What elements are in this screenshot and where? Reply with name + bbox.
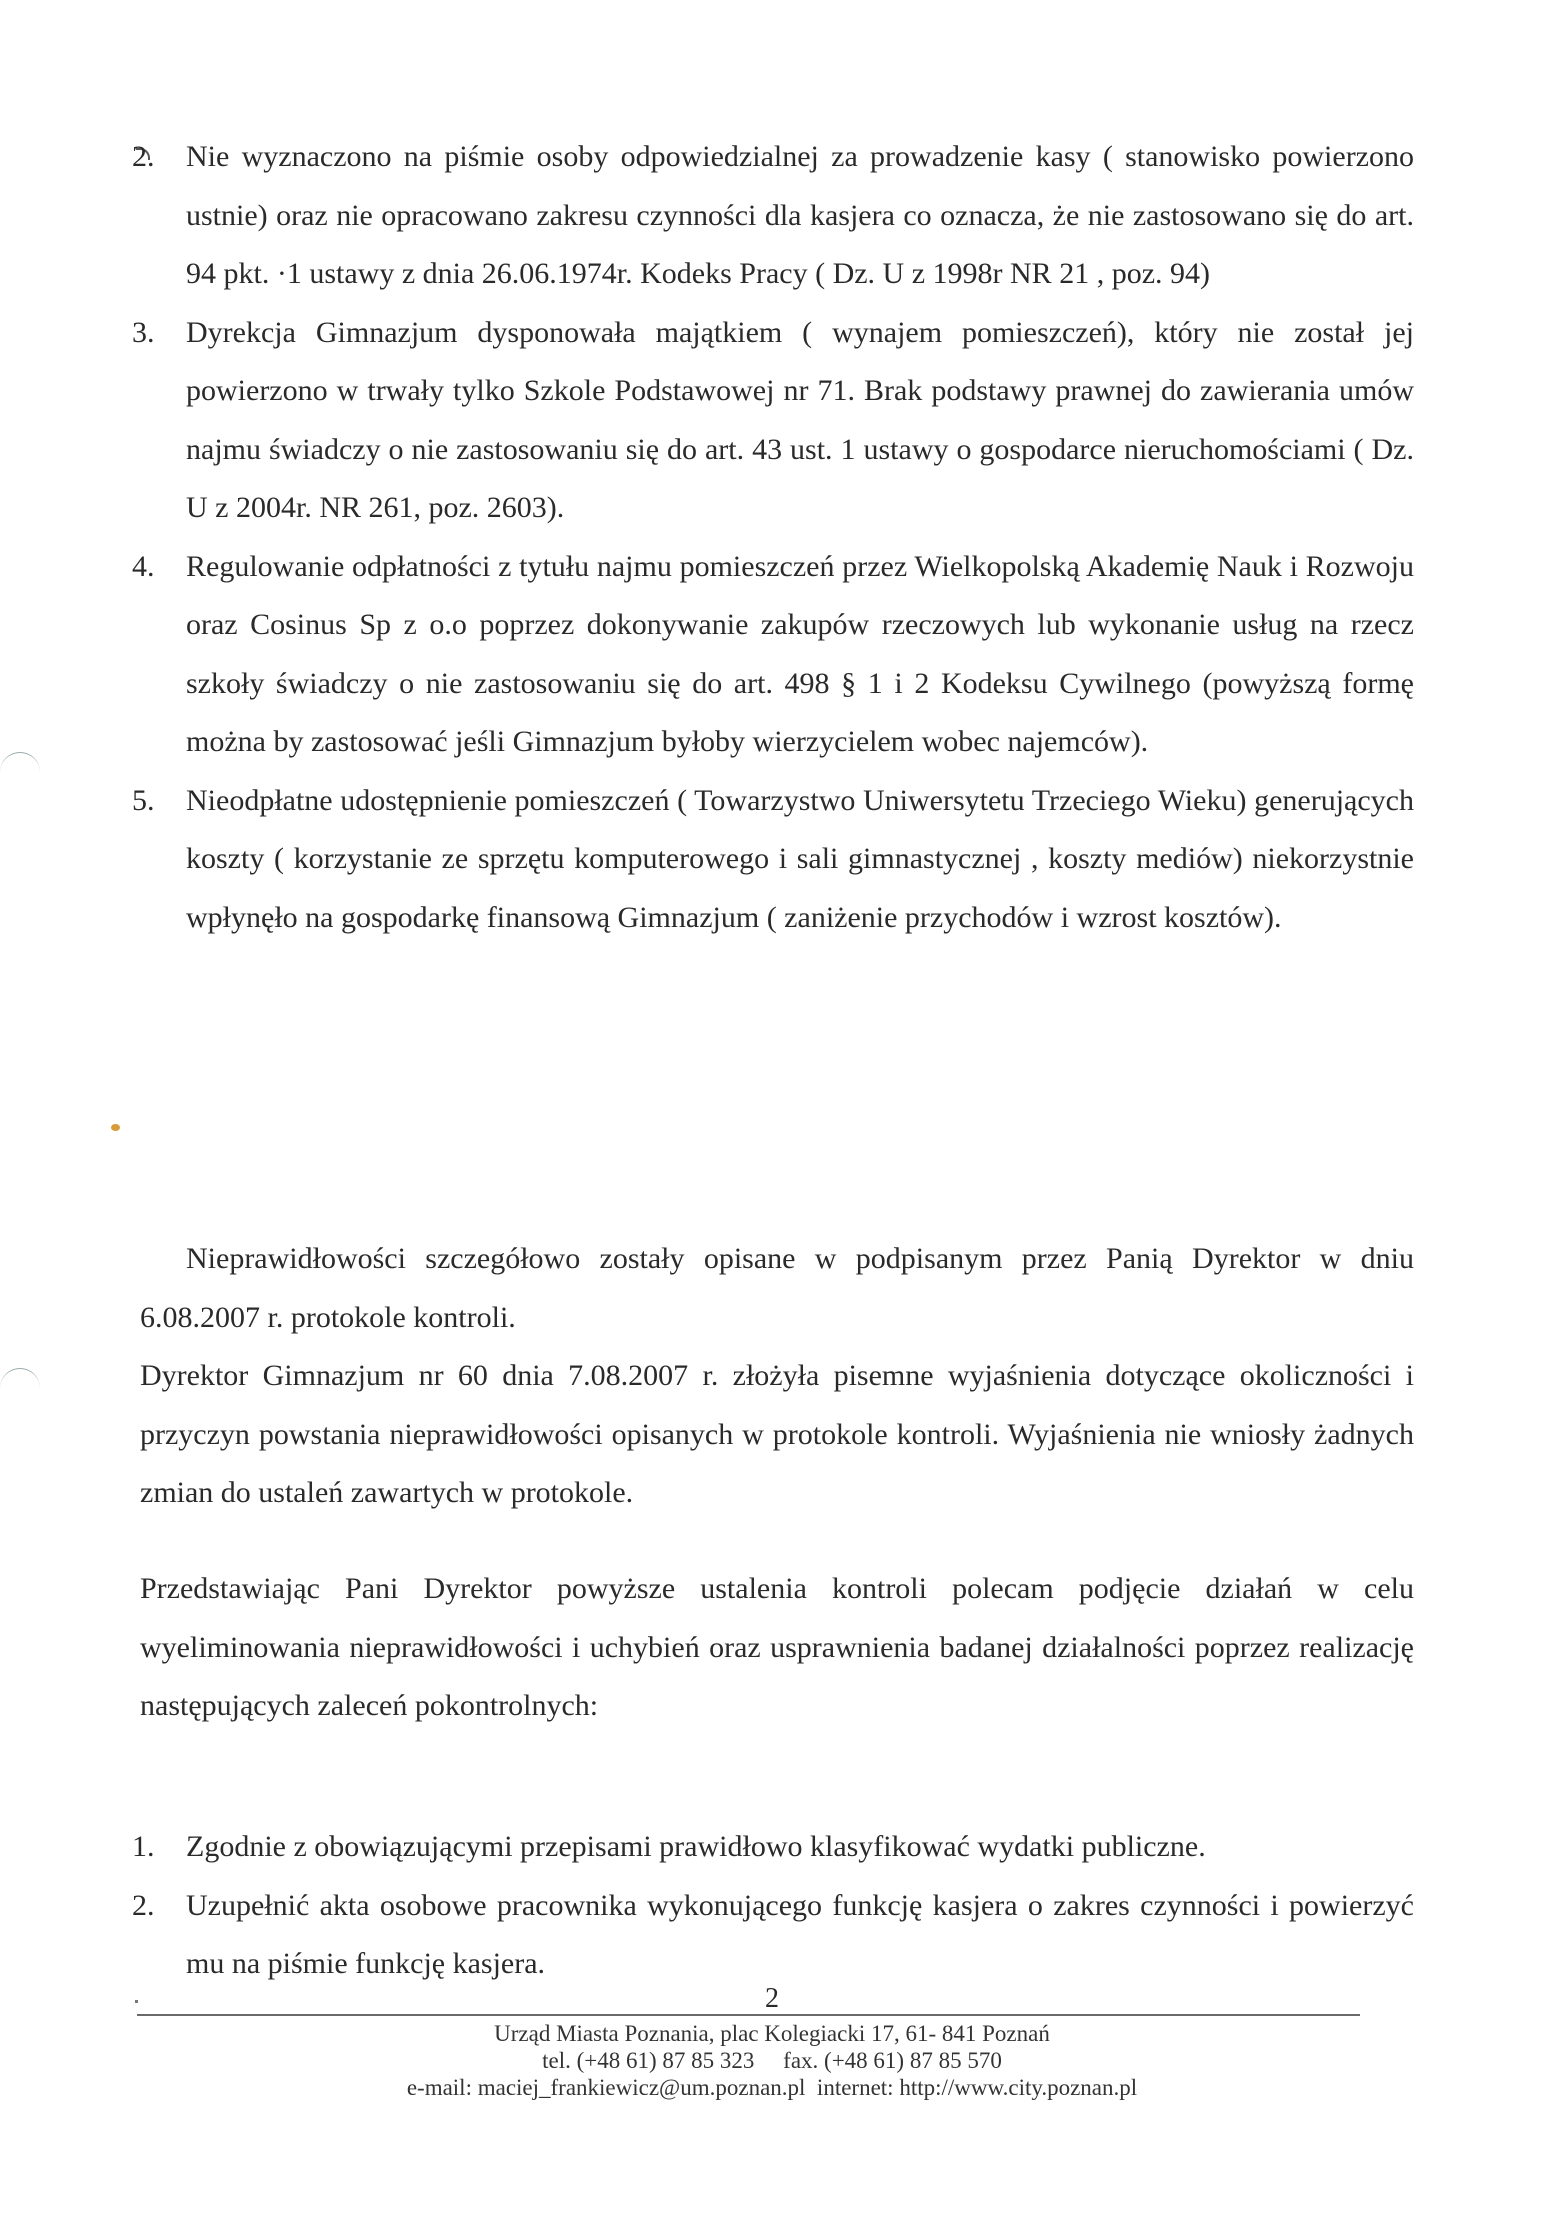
recommendations-list-item <box>132 1877 1414 1994</box>
page-number: 2 <box>765 1983 779 2014</box>
findings-list <box>132 128 1414 947</box>
list-item-number: 1. <box>132 1830 155 1863</box>
paragraph-recommendations-intro: Przedstawiając Pani Dyrektor powyższe ustalenia kontroli polecam podjęcie działań w celu wyeliminowania nieprawidłowości i uchybień oraz usprawnienia badanej działalności poprzez realizację następujących zaleceń pokontrolnych: <box>140 1572 1414 1722</box>
list-item-number: 3. <box>132 315 155 349</box>
findings-list-item <box>132 538 1414 772</box>
scan-artifact-punch-arc <box>0 1368 40 1399</box>
footer-phone-fax: tel. (+48 61) 87 85 323 fax. (+48 61) 87 85 570 <box>542 2048 1002 2073</box>
list-item-text: Nie wyznaczono na piśmie osoby odpowiedzialnej za prowadzenie kasy ( stanowisko powierzono ustnie) oraz nie opracowano zakresu czynności dla kasjera co oznacza, że nie zastosowano się do art. 94 pkt. ·1 ustawy z dnia 26.06.1974r. Kodeks Pracy ( Dz. U z 1998r NR 21 , poz. 94) <box>186 140 1414 290</box>
list-item-text: Uzupełnić akta osobowe pracownika wykonującego funkcję kasjera o zakres czynności i powierzyć mu na piśmie funkcję kasjera. <box>186 1888 1414 1980</box>
findings-list-item <box>132 128 1414 304</box>
list-item-text: Dyrekcja Gimnazjum dysponowała majątkiem ( wynajem pomieszczeń), który nie został jej powierzono w trwały tylko Szkole Podstawowej nr 71. Brak podstawy prawnej do zawierania umów najmu świadczy o nie zastosowaniu się do art. 43 ust. 1 ustawy o gospodarce nieruchomościami ( Dz. U z 2004r. NR 261, poz. 2603). <box>186 315 1414 524</box>
list-item-number: 5. <box>132 783 155 817</box>
list-item-text: Zgodnie z obowiązującymi przepisami prawidłowo klasyfikować wydatki publiczne. <box>186 1830 1206 1863</box>
footer-divider <box>137 2014 1360 2016</box>
findings-list-item <box>132 772 1414 948</box>
findings-list-item <box>132 304 1414 538</box>
list-item-text: Regulowanie odpłatności z tytułu najmu pomieszczeń przez Wielkopolską Akademię Nauk i Rozwoju oraz Cosinus Sp z o.o poprzez dokonywanie zakupów rzeczowych lub wykonanie usług na rzecz szkoły świadczy o nie zastosowaniu się do art. 498 § 1 i 2 Kodeksu Cywilnego (powyższą formę można by zastosować jeśli Gimnazjum byłoby wierzycielem wobec najemców). <box>186 549 1414 758</box>
recommendations-list-item <box>132 1818 1414 1877</box>
recommendations-list <box>132 1818 1414 1994</box>
scan-artifact-punch-arc <box>0 752 40 783</box>
paragraph-irregularities-described: Nieprawidłowości szczegółowo zostały opisane w podpisanym przez Panią Dyrektor w dniu 6.08.2007 r. protokole kontroli. <box>140 1242 1414 1334</box>
footer <box>0 2020 1544 2101</box>
list-item-number: 4. <box>132 549 155 583</box>
list-item-text: Nieodpłatne udostępnienie pomieszczeń ( Towarzystwo Uniwersytetu Trzeciego Wieku) generujących koszty ( korzystanie ze sprzętu komputerowego i sali gimnastycznej , koszty mediów) niekorzystnie wpłynęło na gospodarkę finansową Gimnazjum ( zaniżenie przychodów i wzrost kosztów). <box>186 783 1414 934</box>
list-item-number: 2. <box>132 1888 155 1922</box>
footer-email-internet: e-mail: maciej_frankiewicz@um.poznan.pl internet: http://www.city.poznan.pl <box>406 2075 1138 2100</box>
scan-artifact-spot <box>111 1124 120 1131</box>
footer-address: Urząd Miasta Poznania, plac Kolegiacki 17, 61- 841 Poznań <box>494 2021 1050 2046</box>
paragraph-director-explanations: Dyrektor Gimnazjum nr 60 dnia 7.08.2007 r. złożyła pisemne wyjaśnienia dotyczące okoliczności i przyczyn powstania nieprawidłowości opisanych w protokole kontroli. Wyjaśnienia nie wniosły żadnych zmian do ustaleń zawartych w protokole. <box>140 1359 1414 1509</box>
list-item-number: 2. <box>132 140 155 173</box>
